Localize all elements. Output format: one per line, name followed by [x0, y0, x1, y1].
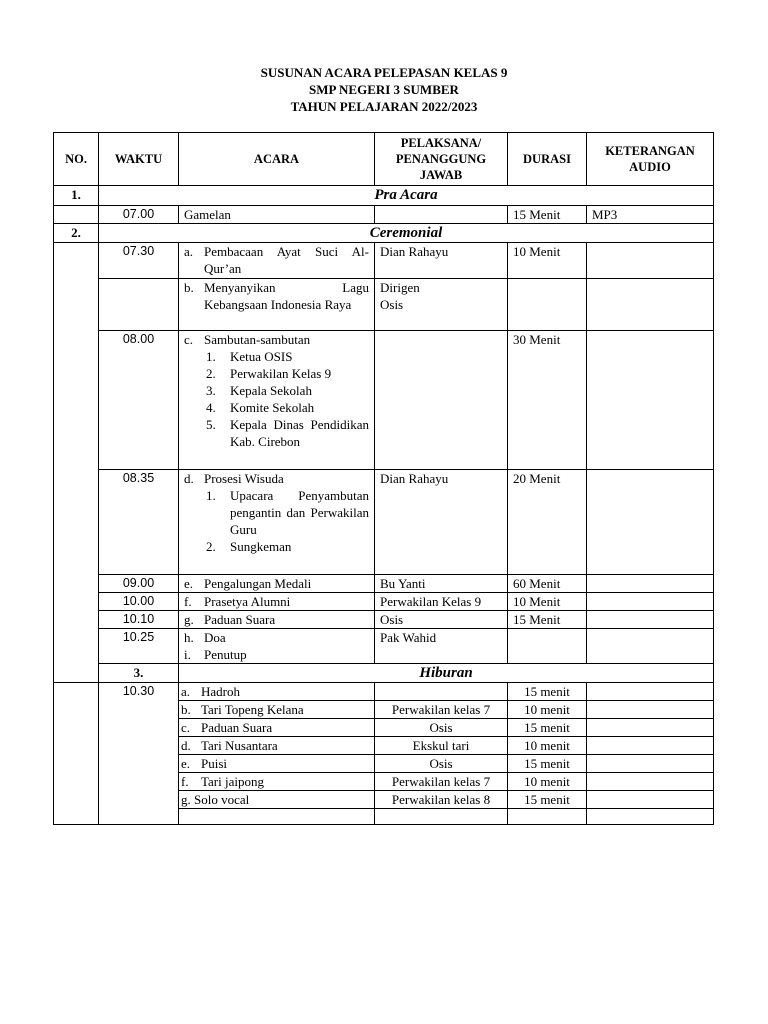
col-durasi: DURASI — [508, 133, 587, 186]
table-row — [54, 206, 714, 224]
table-row — [54, 243, 714, 279]
acara-cell: c. Paduan Suara — [179, 719, 375, 737]
durasi-cell: 10 Menit — [508, 243, 587, 279]
pelaksana-cell: Perwakilan kelas 7 — [375, 701, 508, 719]
pelaksana-cell: Dian Rahayu — [375, 470, 508, 575]
section-row-hiburan — [54, 664, 714, 683]
item-text: Menyanyikan Lagu Kebangsaan Indonesia Raya — [204, 280, 369, 312]
durasi-cell: 15 Menit — [508, 206, 587, 224]
durasi-cell: 20 Menit — [508, 470, 587, 575]
item-label: f. — [184, 594, 192, 609]
item-label: b. — [184, 280, 194, 295]
section-title: Pra Acara — [99, 186, 714, 206]
item-text: Pembacaan Ayat Suci Al-Qur’an — [204, 244, 369, 276]
waktu-cell: 10.10 — [99, 611, 179, 629]
durasi-cell: 15 menit — [508, 719, 587, 737]
table-row — [54, 629, 714, 664]
title-line-1: SUSUNAN ACARA PELEPASAN KELAS 9 — [260, 65, 508, 80]
pelaksana-cell: Perwakilan Kelas 9 — [375, 593, 508, 611]
sub-item: 2. Perwakilan Kelas 9 — [206, 366, 332, 381]
sub-item: 1. Ketua OSIS — [206, 349, 293, 364]
col-pelaksana-line-1: PELAKSANA/ — [400, 136, 482, 150]
col-keterangan — [587, 133, 714, 186]
durasi-cell: 30 Menit — [508, 331, 587, 470]
table-row — [54, 575, 714, 593]
sub-item: 3. Kepala Sekolah — [206, 383, 312, 398]
durasi-cell: 15 Menit — [508, 611, 587, 629]
acara-cell — [179, 575, 375, 593]
audio-cell: MP3 — [587, 206, 714, 224]
durasi-cell: 15 menit — [508, 755, 587, 773]
durasi-cell: 10 menit — [508, 773, 587, 791]
durasi-cell: 10 Menit — [508, 593, 587, 611]
pelaksana-line-1: Dirigen — [380, 280, 420, 295]
pelaksana-cell: Pak Wahid — [375, 629, 508, 664]
waktu-cell: 10.00 — [99, 593, 179, 611]
item-label: h. — [184, 630, 194, 645]
pelaksana-cell — [375, 279, 508, 331]
sub-item: 2. Sungkeman — [206, 539, 292, 554]
section-number: 2. — [54, 224, 99, 243]
acara-cell: e. Puisi — [179, 755, 375, 773]
acara-cell: g. Solo vocal — [179, 791, 375, 809]
acara-cell: d. Tari Nusantara — [179, 737, 375, 755]
item-label: e. — [184, 576, 194, 591]
waktu-cell: 09.00 — [99, 575, 179, 593]
pelaksana-cell — [375, 683, 508, 701]
acara-cell: b. Tari Topeng Kelana — [179, 701, 375, 719]
acara-cell — [179, 593, 375, 611]
pelaksana-cell — [375, 206, 508, 224]
col-waktu: WAKTU — [99, 133, 179, 186]
col-pelaksana — [375, 133, 508, 186]
section-row-ceremonial — [54, 224, 714, 243]
col-keterangan-line-1: KETERANGAN — [605, 144, 695, 158]
schedule-table — [53, 132, 714, 825]
section-number: 3. — [99, 664, 179, 683]
pelaksana-cell: Osis — [375, 719, 508, 737]
acara-cell — [179, 629, 375, 664]
item-label: d. — [184, 471, 194, 486]
col-pelaksana-line-3: JAWAB — [419, 168, 463, 182]
acara-cell — [179, 611, 375, 629]
waktu-cell: 08.00 — [99, 331, 179, 470]
section-row-pra-acara — [54, 186, 714, 206]
pelaksana-cell: Dian Rahayu — [375, 243, 508, 279]
durasi-cell: 10 menit — [508, 737, 587, 755]
table-row — [54, 611, 714, 629]
item-label: g. — [184, 612, 194, 627]
col-keterangan-line-2: AUDIO — [629, 160, 671, 174]
col-acara: ACARA — [179, 133, 375, 186]
waktu-cell: 07.30 — [99, 243, 179, 279]
section-title: Hiburan — [179, 664, 714, 683]
acara-cell: a. Hadroh — [179, 683, 375, 701]
header-row — [54, 133, 714, 186]
acara-cell — [179, 331, 375, 470]
waktu-cell: 08.35 — [99, 470, 179, 575]
durasi-cell: 60 Menit — [508, 575, 587, 593]
acara-cell: f. Tari jaipong — [179, 773, 375, 791]
item-text: Sambutan-sambutan — [204, 332, 311, 347]
sub-item: 4. Komite Sekolah — [206, 400, 315, 415]
durasi-cell: 15 menit — [508, 791, 587, 809]
table-row — [54, 470, 714, 575]
pelaksana-cell: Bu Yanti — [375, 575, 508, 593]
item-text: Doa — [204, 630, 226, 645]
item-text: Prosesi Wisuda — [204, 471, 284, 486]
durasi-cell: 10 menit — [508, 701, 587, 719]
sub-item: 5. Kepala Dinas Pendidikan Kab. Cirebon — [206, 417, 369, 449]
title-line-2: SMP NEGERI 3 SUMBER — [309, 82, 459, 97]
section-title: Ceremonial — [99, 224, 714, 243]
waktu-cell: 10.25 — [99, 629, 179, 664]
item-text: Penutup — [204, 647, 247, 662]
item-text: Prasetya Alumni — [204, 594, 291, 609]
waktu-cell: 10.30 — [99, 683, 179, 825]
table-row — [54, 683, 714, 701]
acara-cell — [179, 279, 375, 331]
waktu-cell: 07.00 — [99, 206, 179, 224]
item-label: c. — [184, 332, 194, 347]
pelaksana-cell: Osis — [375, 755, 508, 773]
durasi-cell: 15 menit — [508, 683, 587, 701]
acara-cell — [179, 243, 375, 279]
pelaksana-line-2: Osis — [380, 297, 404, 312]
col-no: NO. — [54, 133, 99, 186]
item-label: i. — [184, 647, 191, 662]
col-pelaksana-line-2: PENANGGUNG — [395, 152, 487, 166]
item-label: a. — [184, 244, 194, 259]
acara-cell — [179, 470, 375, 575]
item-text: Paduan Suara — [204, 612, 276, 627]
table-row — [54, 331, 714, 470]
pelaksana-cell: Perwakilan kelas 7 — [375, 773, 508, 791]
table-row — [54, 593, 714, 611]
pelaksana-cell: Perwakilan kelas 8 — [375, 791, 508, 809]
section-number: 1. — [54, 186, 99, 206]
pelaksana-cell: Ekskul tari — [375, 737, 508, 755]
pelaksana-cell: Osis — [375, 611, 508, 629]
title-line-3: TAHUN PELAJARAN 2022/2023 — [290, 99, 478, 114]
sub-item: 1. Upacara Penyambutan pengantin dan Perwakilan Guru — [206, 488, 369, 537]
table-row — [54, 279, 714, 331]
item-text: Pengalungan Medali — [204, 576, 312, 591]
acara-cell: Gamelan — [179, 206, 375, 224]
